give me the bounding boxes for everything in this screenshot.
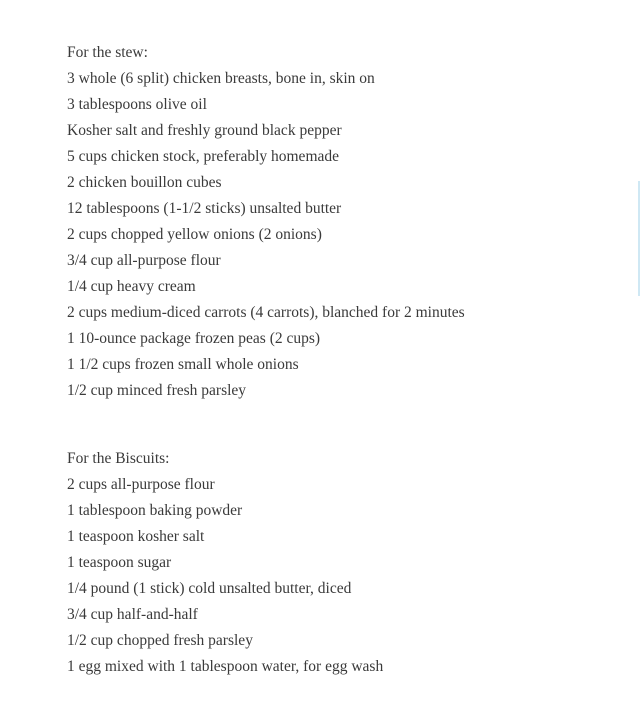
ingredient-line: 1 10-ounce package frozen peas (2 cups) [67, 330, 321, 347]
section-spacer [67, 404, 627, 446]
ingredient-line: 1/2 cup minced fresh parsley [67, 382, 247, 399]
ingredient-line: 5 cups chicken stock, preferably homemade [67, 148, 340, 165]
ingredient-line: 3 whole (6 split) chicken breasts, bone in, skin on [67, 70, 375, 87]
recipe-ingredients [67, 40, 627, 680]
ingredient-line: 2 chicken bouillon cubes [67, 174, 222, 191]
ingredient-line: 1/4 pound (1 stick) cold unsalted butter, diced [67, 580, 352, 597]
stew-heading: For the stew: [67, 44, 148, 61]
ingredient-line: 12 tablespoons (1-1/2 sticks) unsalted butter [67, 200, 342, 217]
ingredient-line: 2 cups all-purpose flour [67, 476, 215, 493]
ingredient-line: Kosher salt and freshly ground black pepper [67, 122, 342, 139]
ingredient-line: 1/2 cup chopped fresh parsley [67, 632, 253, 649]
ingredient-line: 1/4 cup heavy cream [67, 278, 196, 295]
ingredient-line: 2 cups chopped yellow onions (2 onions) [67, 226, 322, 243]
biscuits-section [67, 446, 627, 680]
ingredient-line: 1 tablespoon baking powder [67, 502, 243, 519]
ingredient-line: 3 tablespoons olive oil [67, 96, 207, 113]
ingredient-line: 1 egg mixed with 1 tablespoon water, for egg wash [67, 658, 384, 675]
biscuits-heading: For the Biscuits: [67, 450, 170, 467]
stew-section [67, 40, 627, 404]
ingredient-line: 1 teaspoon kosher salt [67, 528, 205, 545]
ingredient-line: 3/4 cup half-and-half [67, 606, 198, 623]
ingredient-line: 1 1/2 cups frozen small whole onions [67, 356, 299, 373]
ingredient-line: 2 cups medium-diced carrots (4 carrots), blanched for 2 minutes [67, 304, 465, 321]
ingredient-line: 3/4 cup all-purpose flour [67, 252, 221, 269]
ingredient-line: 1 teaspoon sugar [67, 554, 172, 571]
